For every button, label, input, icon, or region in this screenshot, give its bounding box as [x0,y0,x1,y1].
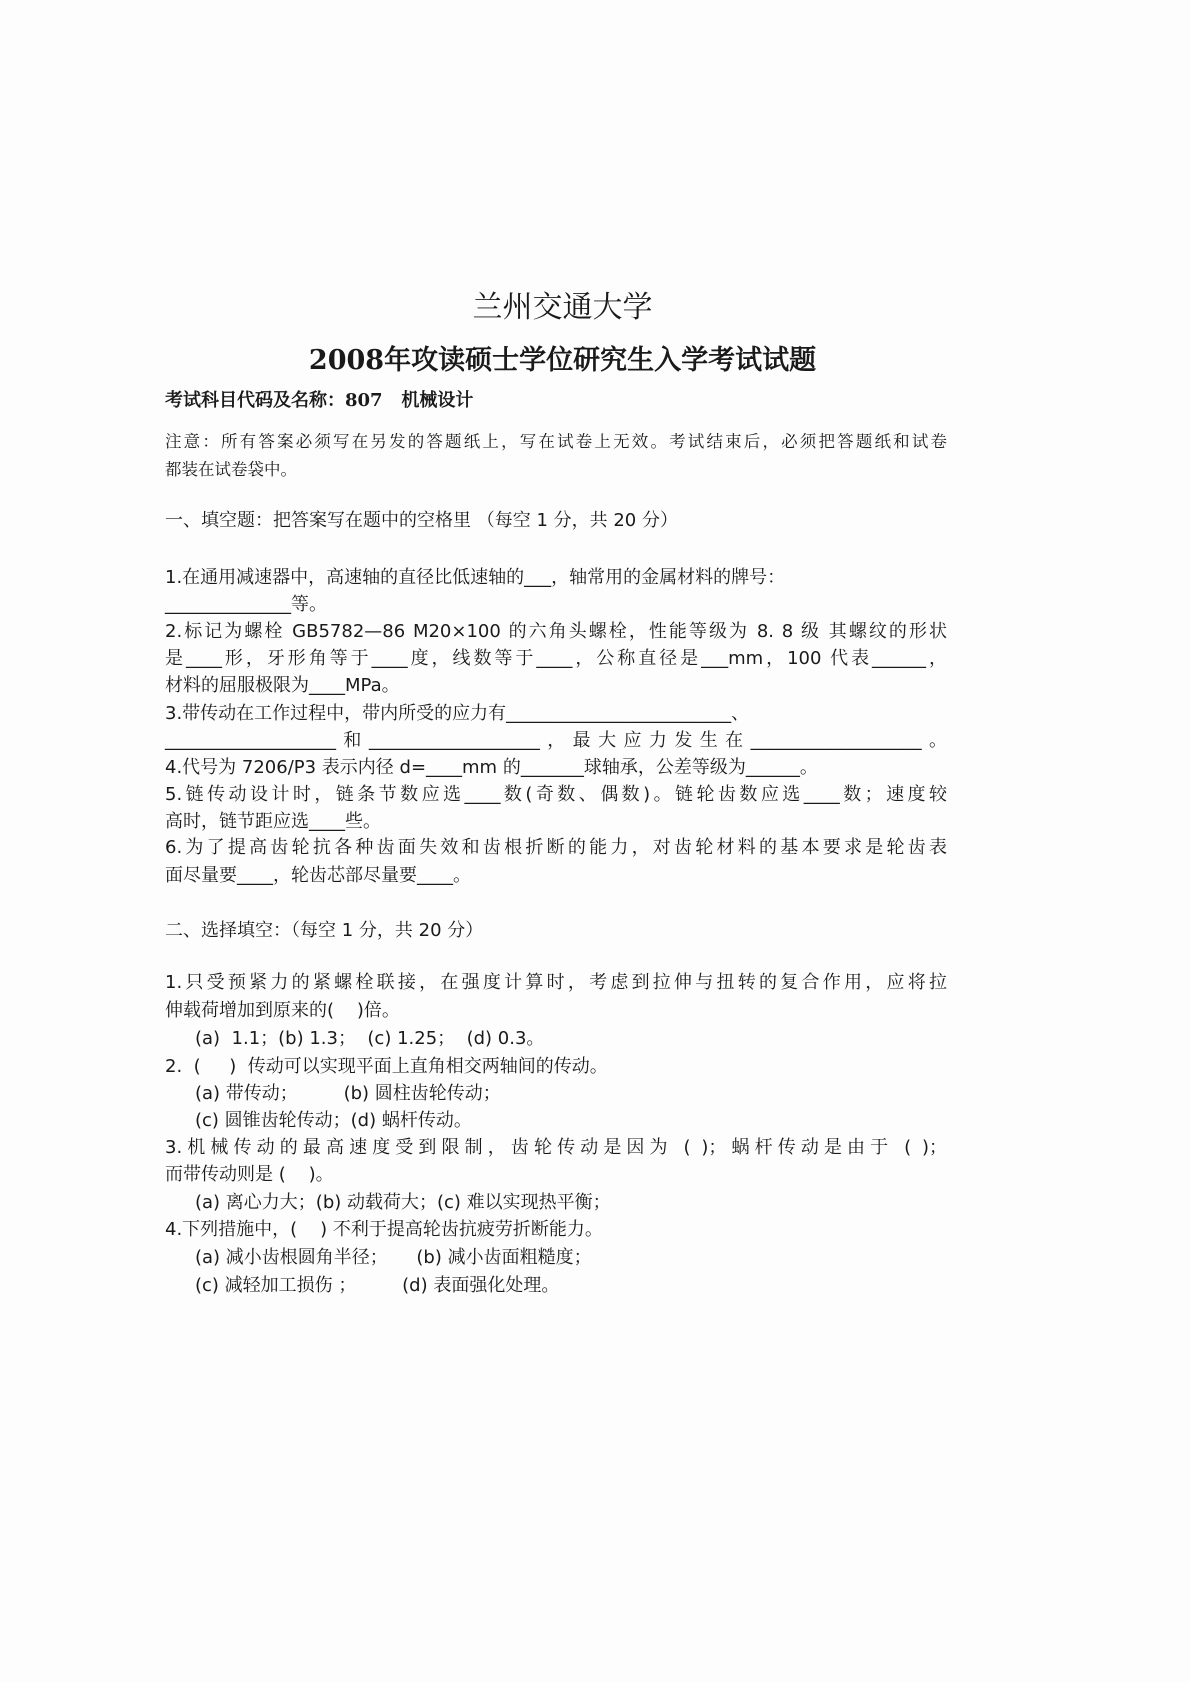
question-line: 面尽量要____，轮齿芯部尽量要____。 [165,865,471,886]
question-line: 3.带传动在工作过程中，带内所受的应力有_________________________、 [165,703,750,724]
question-line: 高时，链节距应选____些。 [165,811,381,832]
question-line: 3.机械传动的最高速度受到限制，齿轮传动是因为 ( )；蜗杆传动是由于 ( )； [165,1137,947,1158]
question-line: 4.代号为 7206/P3 表示内径 d=____mm 的_______球轴承，公差等级为______。 [165,757,818,778]
university-name: 兰州交通大学 [472,290,653,325]
option-line: (a) 带传动； (b) 圆柱齿轮传动； [195,1083,501,1104]
question-line: ______________等。 [165,594,327,615]
question-line: 2. ( ) 传动可以实现平面上直角相交两轴间的传动。 [165,1056,608,1077]
question-line: 材料的屈服极限为____MPa。 [165,675,400,696]
question-line: 伸载荷增加到原来的( )倍。 [165,1000,400,1021]
question-line: 而带传动则是 ( )。 [165,1164,334,1185]
question-line: 6.为了提高齿轮抗各种齿面失效和齿根折断的能力，对齿轮材料的基本要求是轮齿表 [165,837,947,858]
option-line: (a) 1.1；(b) 1.3； (c) 1.25； (d) 0.3。 [195,1028,545,1049]
notice-line: 注意：所有答案必须写在另发的答题纸上，写在试卷上无效。考试结束后，必须把答题纸和试卷 [165,432,947,451]
option-line: (a) 离心力大；(b) 动载荷大；(c) 难以实现热平衡； [195,1192,611,1213]
exam-subject: 考试科目代码及名称：807 机械设计 [165,390,474,411]
question-line: 4.下列措施中，( ) 不利于提高轮齿抗疲劳折断能力。 [165,1219,603,1240]
question-line: ___________________和___________________，最大应力发生在___________________。 [165,730,947,751]
option-line: (c) 圆锥齿轮传动；(d) 蜗杆传动。 [195,1110,472,1131]
section2-heading: 二、选择填空：（每空 1 分，共 20 分） [165,920,484,941]
question-line: 是____形，牙形角等于____度，线数等于____，公称直径是___mm，100 代表______， [165,648,947,669]
question-line: 2.标记为螺栓 GB5782—86 M20×100 的六角头螺栓，性能等级为 8. 8 级 其螺纹的形状 [165,621,947,642]
question-line: 1.只受预紧力的紧螺栓联接，在强度计算时，考虑到拉伸与扭转的复合作用，应将拉 [165,972,947,993]
notice-line: 都装在试卷袋中。 [165,460,297,479]
option-line: (c) 减轻加工损伤 ； (d) 表面强化处理。 [195,1275,560,1296]
option-line: (a) 减小齿根圆角半径； (b) 减小齿面粗糙度； [195,1247,592,1268]
question-line: 1.在通用减速器中，高速轴的直径比低速轴的___，轴常用的金属材料的牌号： [165,567,786,588]
question-line: 5.链传动设计时，链条节数应选____数(奇数、偶数)。链轮齿数应选____数；速度较 [165,784,947,805]
section1-heading: 一、填空题：把答案写在题中的空格里 （每空 1 分，共 20 分） [165,510,678,531]
exam-title: 2008年攻读硕士学位研究生入学考试试题 [308,345,817,376]
